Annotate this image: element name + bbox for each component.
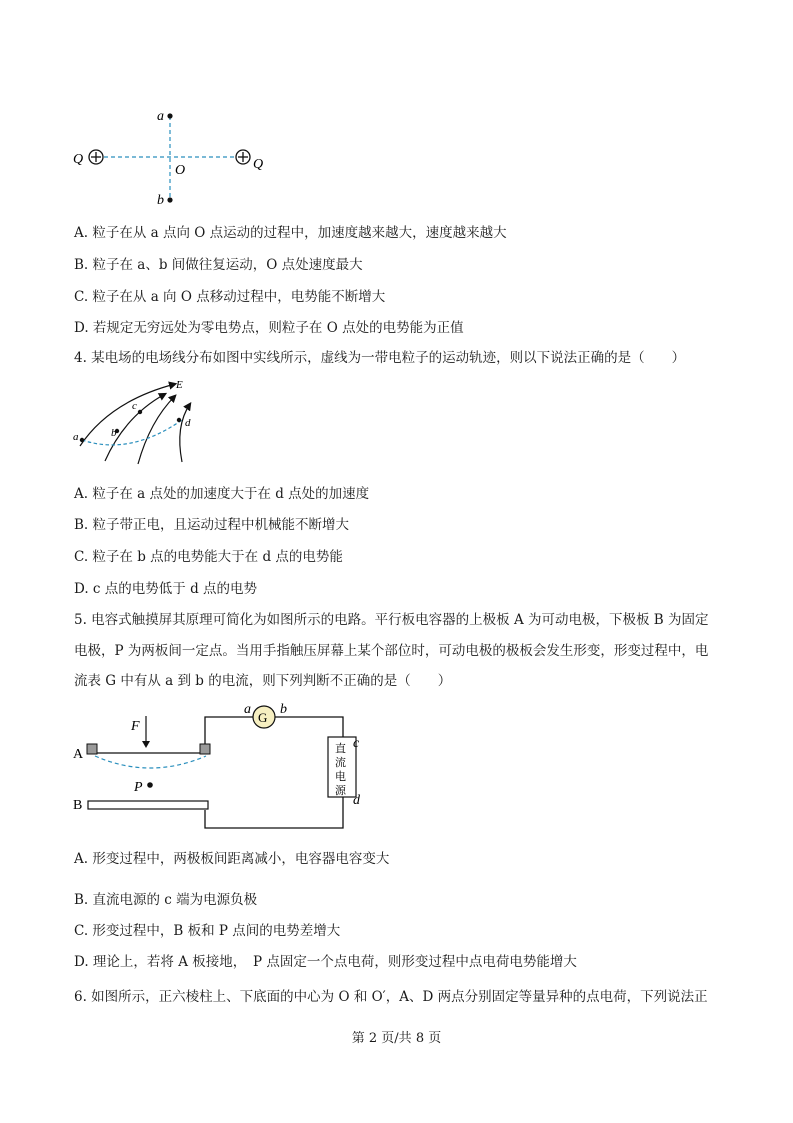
q3-option-d: D. 若规定无穷远处为零电势点，则粒子在 O 点处的电势能为正值 xyxy=(74,320,464,336)
figure-capacitor-circuit xyxy=(70,700,370,835)
q5-stem-line3: 流表 G 中有从 a 到 b 的电流，则下列判断不正确的是（ ） xyxy=(74,673,452,689)
label-F: F xyxy=(131,719,140,734)
label-P: P xyxy=(134,780,143,795)
label-a3: a xyxy=(244,702,251,717)
q3-option-a: A. 粒子在从 a 点向 O 点运动的过程中，加速度越来越大，速度越来越大 xyxy=(74,225,507,241)
figure-field-lines xyxy=(70,376,200,466)
label-c3: c xyxy=(353,736,360,751)
label-d3: d xyxy=(353,793,360,808)
source-char-4: 源 xyxy=(335,784,346,797)
label-E: E xyxy=(176,379,183,391)
source-char-2: 流 xyxy=(335,756,346,769)
label-B: B xyxy=(73,798,83,813)
label-a2: a xyxy=(73,431,79,443)
q5-stem-line2: 电极，P 为两板间一定点。当用手指触压屏幕上某个部位时，可动电极的极板会发生形变，形变过程中，电 xyxy=(74,643,709,659)
q5-option-c: C. 形变过程中，B 板和 P 点间的电势差增大 xyxy=(74,923,341,939)
q3-option-c: C. 粒子在从 a 向 O 点移动过程中，电势能不断增大 xyxy=(74,289,386,305)
q4-option-a: A. 粒子在 a 点处的加速度大于在 d 点处的加速度 xyxy=(74,486,370,502)
label-b2: b xyxy=(111,427,117,439)
q5-stem-line1: 5. 电容式触摸屏其原理可简化为如图所示的电路。平行板电容器的上极板 A 为可动电极，下极板 B 为固定 xyxy=(74,612,709,628)
q5-option-a: A. 形变过程中，两极板间距离减小，电容器电容变大 xyxy=(74,851,390,867)
q4-option-d: D. c 点的电势低于 d 点的电势 xyxy=(74,581,258,597)
label-Q-right: Q xyxy=(253,157,264,172)
q4-option-b: B. 粒子带正电，且运动过程中机械能不断增大 xyxy=(74,517,350,533)
source-char-3: 电 xyxy=(335,770,346,783)
source-char-1: 直 xyxy=(335,742,346,755)
q5-option-d: D. 理论上，若将 A 板接地， P 点固定一个点电荷，则形变过程中点电荷电势能增大 xyxy=(74,954,577,970)
label-b3: b xyxy=(280,702,287,717)
figure-two-charges xyxy=(70,104,280,208)
label-a: a xyxy=(157,109,164,124)
label-b: b xyxy=(157,193,164,208)
q4-option-c: C. 粒子在 b 点的电势能大于在 d 点的电势能 xyxy=(74,549,343,565)
q3-option-b: B. 粒子在 a、b 间做往复运动，O 点处速度最大 xyxy=(74,257,363,273)
q4-stem: 4. 某电场的电场线分布如图中实线所示，虚线为一带电粒子的运动轨迹，则以下说法正确的是（ ） xyxy=(74,350,686,366)
label-c2: c xyxy=(132,400,137,412)
label-G: G xyxy=(258,710,268,725)
q5-option-b: B. 直流电源的 c 端为电源负极 xyxy=(74,892,258,908)
page-footer: 第 2 页/共 8 页 xyxy=(351,1031,442,1046)
label-d2: d xyxy=(185,417,191,429)
label-A: A xyxy=(73,747,84,762)
label-O: O xyxy=(175,163,186,178)
q6-stem: 6. 如图所示，正六棱柱上、下底面的中心为 O 和 O′，A、D 两点分别固定等量异种的点电荷，下列说法正 xyxy=(74,989,708,1005)
label-Q-left: Q xyxy=(73,152,84,167)
